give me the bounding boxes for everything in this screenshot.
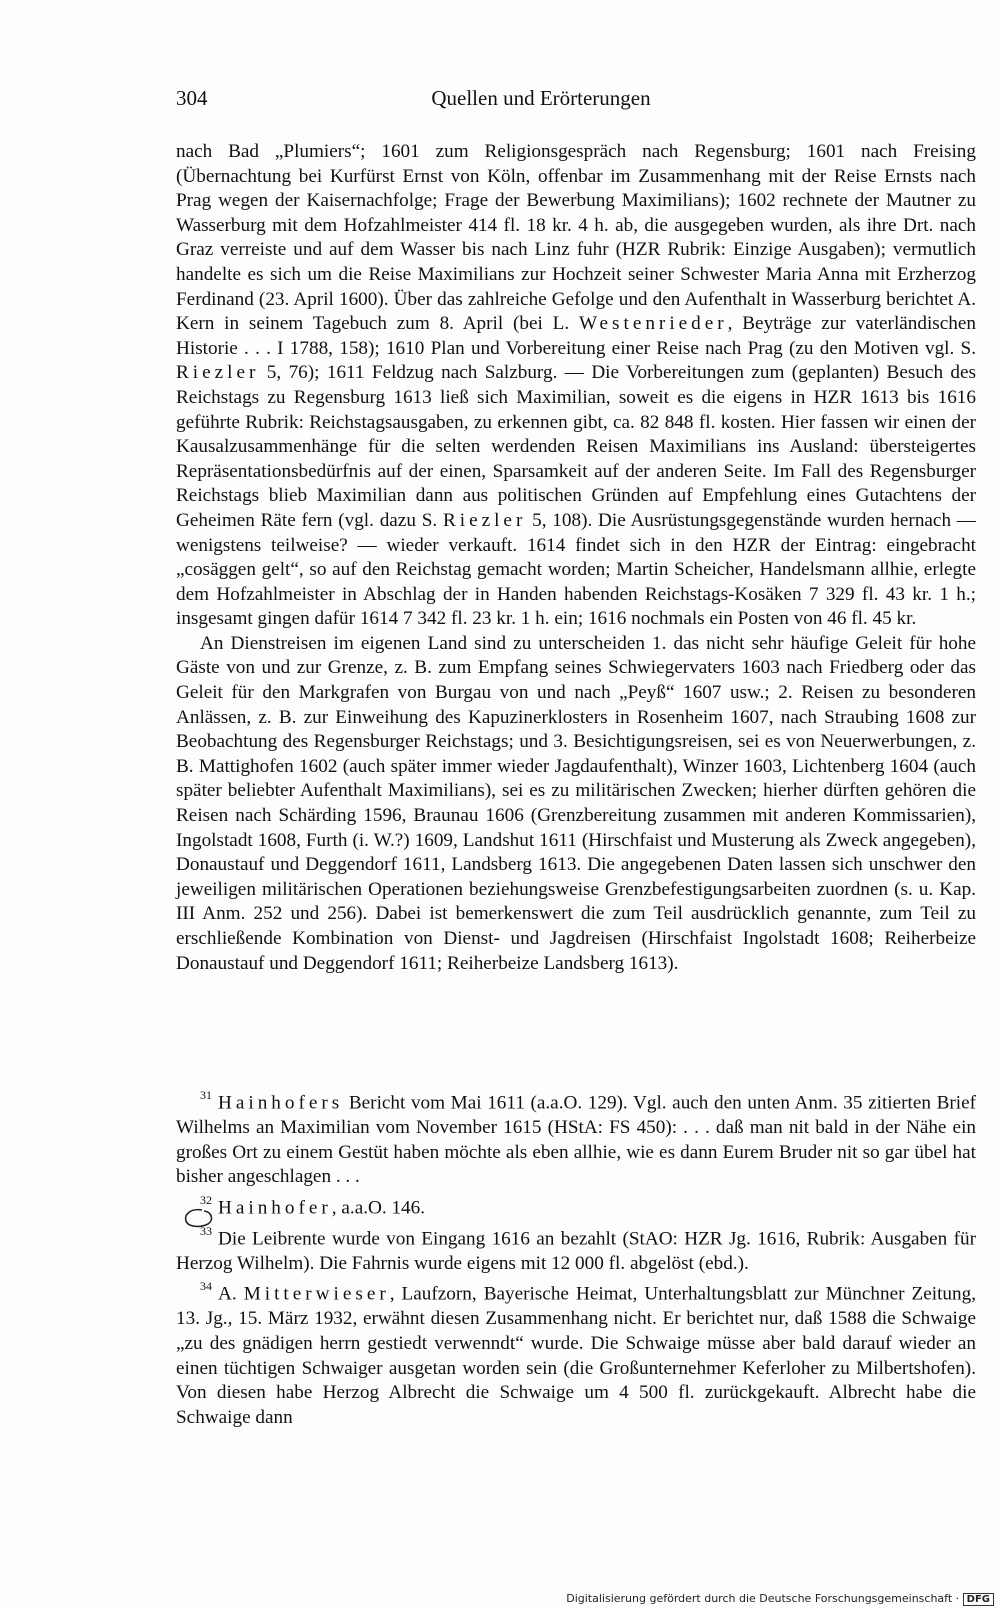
author-prefix: A. — [218, 1283, 244, 1305]
spaced-author: Hainhofer — [218, 1197, 332, 1219]
footer-text: Digitalisierung gefördert durch die Deutsche Forschungsgemeinschaft · — [566, 1592, 963, 1605]
running-head: Quellen und Erörterungen — [431, 86, 651, 110]
footnote-text: , a.a.O. 146. — [331, 1197, 426, 1219]
footnote-text: Bericht vom Mai 1611 (a.a.O. 129). Vgl. auch den unten Anm. 35 zitierten Brief Wilhelms an Maximilian vom November 1615 (HStA: FS 450): . . . daß man nit bald in der Nähe ein großes Ort zu einem Gestüt haben möchte als eben allhie, wie es dann Eurem Bruder nit so gar übel hat bisher angeschlagen . . . — [176, 1092, 976, 1188]
spaced-author: Hainhofers — [218, 1092, 344, 1114]
text-segment: nach Bad „Plumiers“; 1601 zum Religionsgespräch nach Regensburg; 1601 nach Freising (Übernachtung bei Kurfürst Ernst von Köln, offenbar im Zusammenhang mit der Reise Ernsts nach Prag wegen der Kaisernachfolge; Frage der Bewerbung Maximilians); 1602 rechnete der Mautner zu Wasserburg mit dem Hofzahlmeister 414 fl. 18 kr. 4 h. ab, die ausgegeben wurden, als ihre Drt. nach Graz verreiste und auf dem Wasser bis nach Linz fuhr (HZR Rubrik: Einzige Ausgaben); vermutlich handelte es sich um die Reise Maximilians zur Hochzeit seiner Schwester Maria Anna mit Erzherzog Ferdinand (23. April 1600). Über das zahlreiche Gefolge und den Aufenthalt in Wasserburg berichtet A. Kern in seinem Tagebuch zum 8. April (bei L. — [176, 141, 976, 335]
text-segment: , Beyträge zur vaterländischen Historie . . . I 1788, 158); 1610 Plan und Vorbereitung einer Reise nach Prag (zu den Motiven vgl. S. — [176, 313, 976, 359]
main-text — [176, 140, 976, 976]
spaced-author: Riezler — [176, 362, 260, 384]
text-segment: 5, 108). Die Ausrüstungsgegenstände wurden hernach — wenigstens teilweise? — wieder verkauft. 1614 findet sich in den HZR der Eintrag: eingebracht „cosäggen gelt“, so auf den Reichstag gemacht worden; Martin Scheicher, Handelsmann allhie, erlegte dem Hofzahlmeister in Abschlag der in Handen habenden Reichstags-Kosäken 7 329 fl. 43 kr. 1 h.; insgesamt gingen dafür 1614 7 342 fl. 23 kr. 1 h. ein; 1616 nochmals ein Posten von 46 fl. 45 kr. — [176, 509, 976, 630]
page-number: 304 — [176, 86, 208, 110]
footnote-33 — [176, 1221, 976, 1277]
spaced-author: Mitterwieser — [243, 1283, 390, 1305]
footnote-text: , Laufzorn, Bayerische Heimat, Unterhaltungsblatt zur Münchner Zeitung, 13. Jg., 15. März 1932, erwähnt diesen Zusammenhang nicht. Er berichtet nur, daß 1588 die Schwaige „zu des gnädigen herrn gestiedt verwenndt“ wurde. Die Schwaige müsse aber bald darauf wieder an einen tüchtigen Schwaiger ausgetan worden sein (die Großunternehmer Keferloher zu Milbertshofen). Von diesen habe Herzog Albrecht die Schwaige um 4 500 fl. zurückgekauft. Albrecht habe die Schwaige dann — [176, 1283, 976, 1428]
footnote-number: 32 — [200, 1192, 212, 1207]
text-segment: 5, 76); 1611 Feldzug nach Salzburg. — Die Vorbereitungen zum (geplanten) Besuch des Reichstags zu Regensburg 1613 ließ sich Maximilian, soweit es die eigens in HZR 1613 bis 1616 geführte Rubrik: Reichstagsausgaben, zu erkennen gibt, ca. 82 848 fl. kosten. Hier fassen wir einen der Kausalzusammenhänge für die selten werdenden Reisen Maximilians ins Ausland: übersteigertes Repräsentationsbedürfnis auf der einen, Sparsamkeit auf der anderen Seite. Im Fall des Regensburger Reichstags blieb Maximilian dann aus politischen Gründen auf Empfehlung eines Gutachtens der Geheimen Räte fern (vgl. dazu S. — [176, 362, 976, 531]
page-header — [176, 86, 976, 118]
footnote-number: 31 — [200, 1088, 212, 1102]
spaced-author: Riezler — [442, 509, 527, 531]
footnote-text: Die Leibrente wurde von Eingang 1616 an bezahlt (StAO: HZR Jg. 1616, Rubrik: Ausgaben für Herzog Wilhelm). Die Fahrnis wurde eigens mit 12 000 fl. abgelöst (ebd.). — [176, 1228, 976, 1274]
paragraph-1 — [176, 140, 976, 632]
footnote-number: 34 — [200, 1279, 212, 1294]
footnotes — [176, 1085, 976, 1430]
footnote-34 — [176, 1276, 976, 1430]
footnote-32 — [176, 1190, 976, 1221]
digitization-footer — [566, 1592, 994, 1606]
handwritten-circle-mark — [182, 1207, 216, 1229]
footnote-number: 33 — [200, 1223, 212, 1238]
spaced-author: Westenrieder — [578, 313, 728, 335]
paragraph-2: An Dienstreisen im eigenen Land sind zu unterscheiden 1. das nicht sehr häufige Geleit für hohe Gäste von und zur Grenze, z. B. zum Empfang seines Schwiegervaters 1603 nach Friedberg oder das Geleit für den Markgrafen von Burgau von und nach „Peyß“ 1607 usw.; 2. Reisen zu besonderen Anlässen, z. B. zur Einweihung des Kapuzinerklosters in Rosenheim 1607, nach Straubing 1608 zur Beobachtung des Regensburger Reichstags; und 3. Besichtigungsreisen, sei es von Neuerwerbungen, z. B. Mattighofen 1602 (auch später immer wieder Jagdaufenthalt), Winzer 1603, Lichtenberg 1604 (auch später beliebter Aufenthalt Maximilians), sei es zu militärischen Zwecken; hierher dürften gehören die Reisen nach Schärding 1596, Braunau 1606 (Grenzbereitung zusammen mit anderen Kommissarien), Ingolstadt 1608, Furth (i. W.?) 1609, Landshut 1611 (Hirschfaist und Musterung als Zweck angegeben), Donaustauf und Deggendorf 1611, Landsberg 1613. Die angegebenen Daten lassen sich unschwer den jeweiligen militärischen Operationen beziehungsweise Grenzbefestigungsarbeiten zuordnen (s. u. Kap. III Anm. 252 und 256). Dabei ist bemerkenswert die zum Teil ausdrücklich genannte, zum Teil zu erschließende Kombination von Dienst- und Jagdreisen (Hirschfaist Ingolstadt 1608; Reiherbeize Donaustauf und Deggendorf 1611; Reiherbeize Landsberg 1613). — [176, 632, 976, 974]
footnote-31 — [176, 1085, 976, 1190]
dfg-logo: DFG — [963, 1593, 994, 1606]
